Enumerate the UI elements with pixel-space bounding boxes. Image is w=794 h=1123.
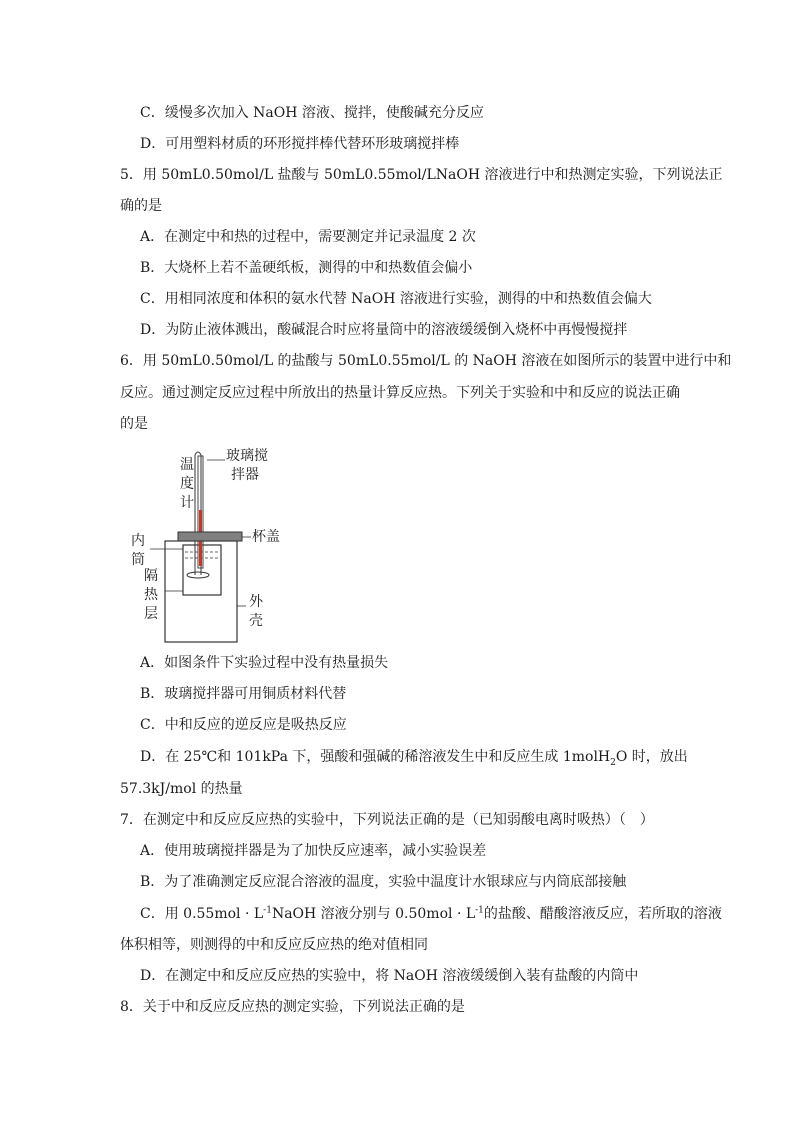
label-boli-2: 拌器 [231,467,259,483]
unit-superscript-1: -1 [263,905,272,916]
q7-option-a: A．使用玻璃搅拌器是为了加快反应速率，减小实验误差 [140,843,487,859]
q4-option-c: C．缓慢多次加入 NaOH 溶液、搅拌，使酸碱充分反应 [140,105,484,121]
label-du: 度 [180,476,194,492]
q6d-text-1: D．在 25℃和 101kPa 下，强酸和强碱的稀溶液发生中和反应生成 1molH [140,749,611,765]
label-beigai: 杯盖 [252,529,280,545]
q6-stem-line3: 的是 [120,416,148,432]
q6-option-a: A．如图条件下实验过程中没有热量损失 [140,655,389,671]
q6-option-c: C．中和反应的逆反应是吸热反应 [140,717,347,733]
q7-option-c-line1 [140,905,722,923]
q7c-text-1: C．用 0.55mol · L [140,906,264,922]
label-re: 热 [144,587,158,603]
label-tong: 筒 [131,552,145,568]
h2o-subscript: 2 [610,757,616,768]
label-ge: 隔 [144,568,158,584]
unit-superscript-2: -1 [475,905,484,916]
q5-option-c: C．用相同浓度和体积的氨水代替 NaOH 溶液进行实验，测得的中和热数值会偏大 [140,291,652,307]
q7-option-b: B．为了准确测定反应混合溶液的温度，实验中温度计水银球应与内筒底部接触 [140,874,627,890]
q6-option-b: B．玻璃搅拌器可用铜质材料代替 [140,686,347,702]
q6-option-d-line1 [140,748,688,766]
q6-option-d-line2: 57.3kJ/mol 的热量 [120,781,243,797]
label-ji: 计 [180,495,194,511]
q7-option-c-line2: 体积相等，则测得的中和反应反应热的绝对值相同 [120,937,428,953]
q5-stem-line1: 5．用 50mL0.50mol/L 盐酸与 50mL0.55mol/LNaOH 溶液进行中和热测定实验，下列说法正 [120,167,723,183]
q7c-text-2: NaOH 溶液分别与 0.50mol · L [271,906,476,922]
q8-stem: 8．关于中和反应反应热的测定实验，下列说法正确的是 [120,999,465,1015]
q6-stem-line1: 6．用 50mL0.50mol/L 的盐酸与 50mL0.55mol/L 的 NaOH 溶液在如图所示的装置中进行中和 [120,353,732,369]
label-ceng: 层 [144,606,158,622]
stirrer-ring [187,572,209,578]
stirrer-top [195,452,201,455]
q6d-text-2: O 时，放出 [615,749,688,765]
label-ke: 壳 [249,613,263,629]
label-nei: 内 [131,533,145,549]
q5-option-b: B．大烧杯上若不盖硬纸板，测得的中和热数值会偏小 [140,260,473,276]
q5-option-d: D．为防止液体溅出，酸碱混合时应将量筒中的溶液缓缓倒入烧杯中再慢慢搅拌 [140,322,628,338]
q7-stem: 7．在测定中和反应反应热的实验中，下列说法正确的是（已知弱酸电离时吸热）（ ） [120,812,654,828]
q7-option-d: D．在测定中和反应反应热的实验中，将 NaOH 溶液缓缓倒入装有盐酸的内筒中 [140,968,639,984]
label-wai: 外 [249,594,263,610]
q6-stem-line2: 反应。通过测定反应过程中所放出的热量计算反应热。下列关于实验和中和反应的说法正确 [120,385,680,401]
q5-stem-line2: 确的是 [120,198,162,214]
label-boli-1: 玻璃搅 [226,448,268,464]
q5-option-a: A．在测定中和热的过程中，需要测定并记录温度 2 次 [140,229,476,245]
label-wen: 温 [180,457,194,473]
q7c-text-3: 的盐酸、醋酸溶液反应，若所取的溶液 [483,906,722,922]
cup-lid [178,532,242,541]
q4-option-d: D．可用塑料材质的环形搅拌棒代替环形玻璃搅拌棒 [140,136,460,152]
